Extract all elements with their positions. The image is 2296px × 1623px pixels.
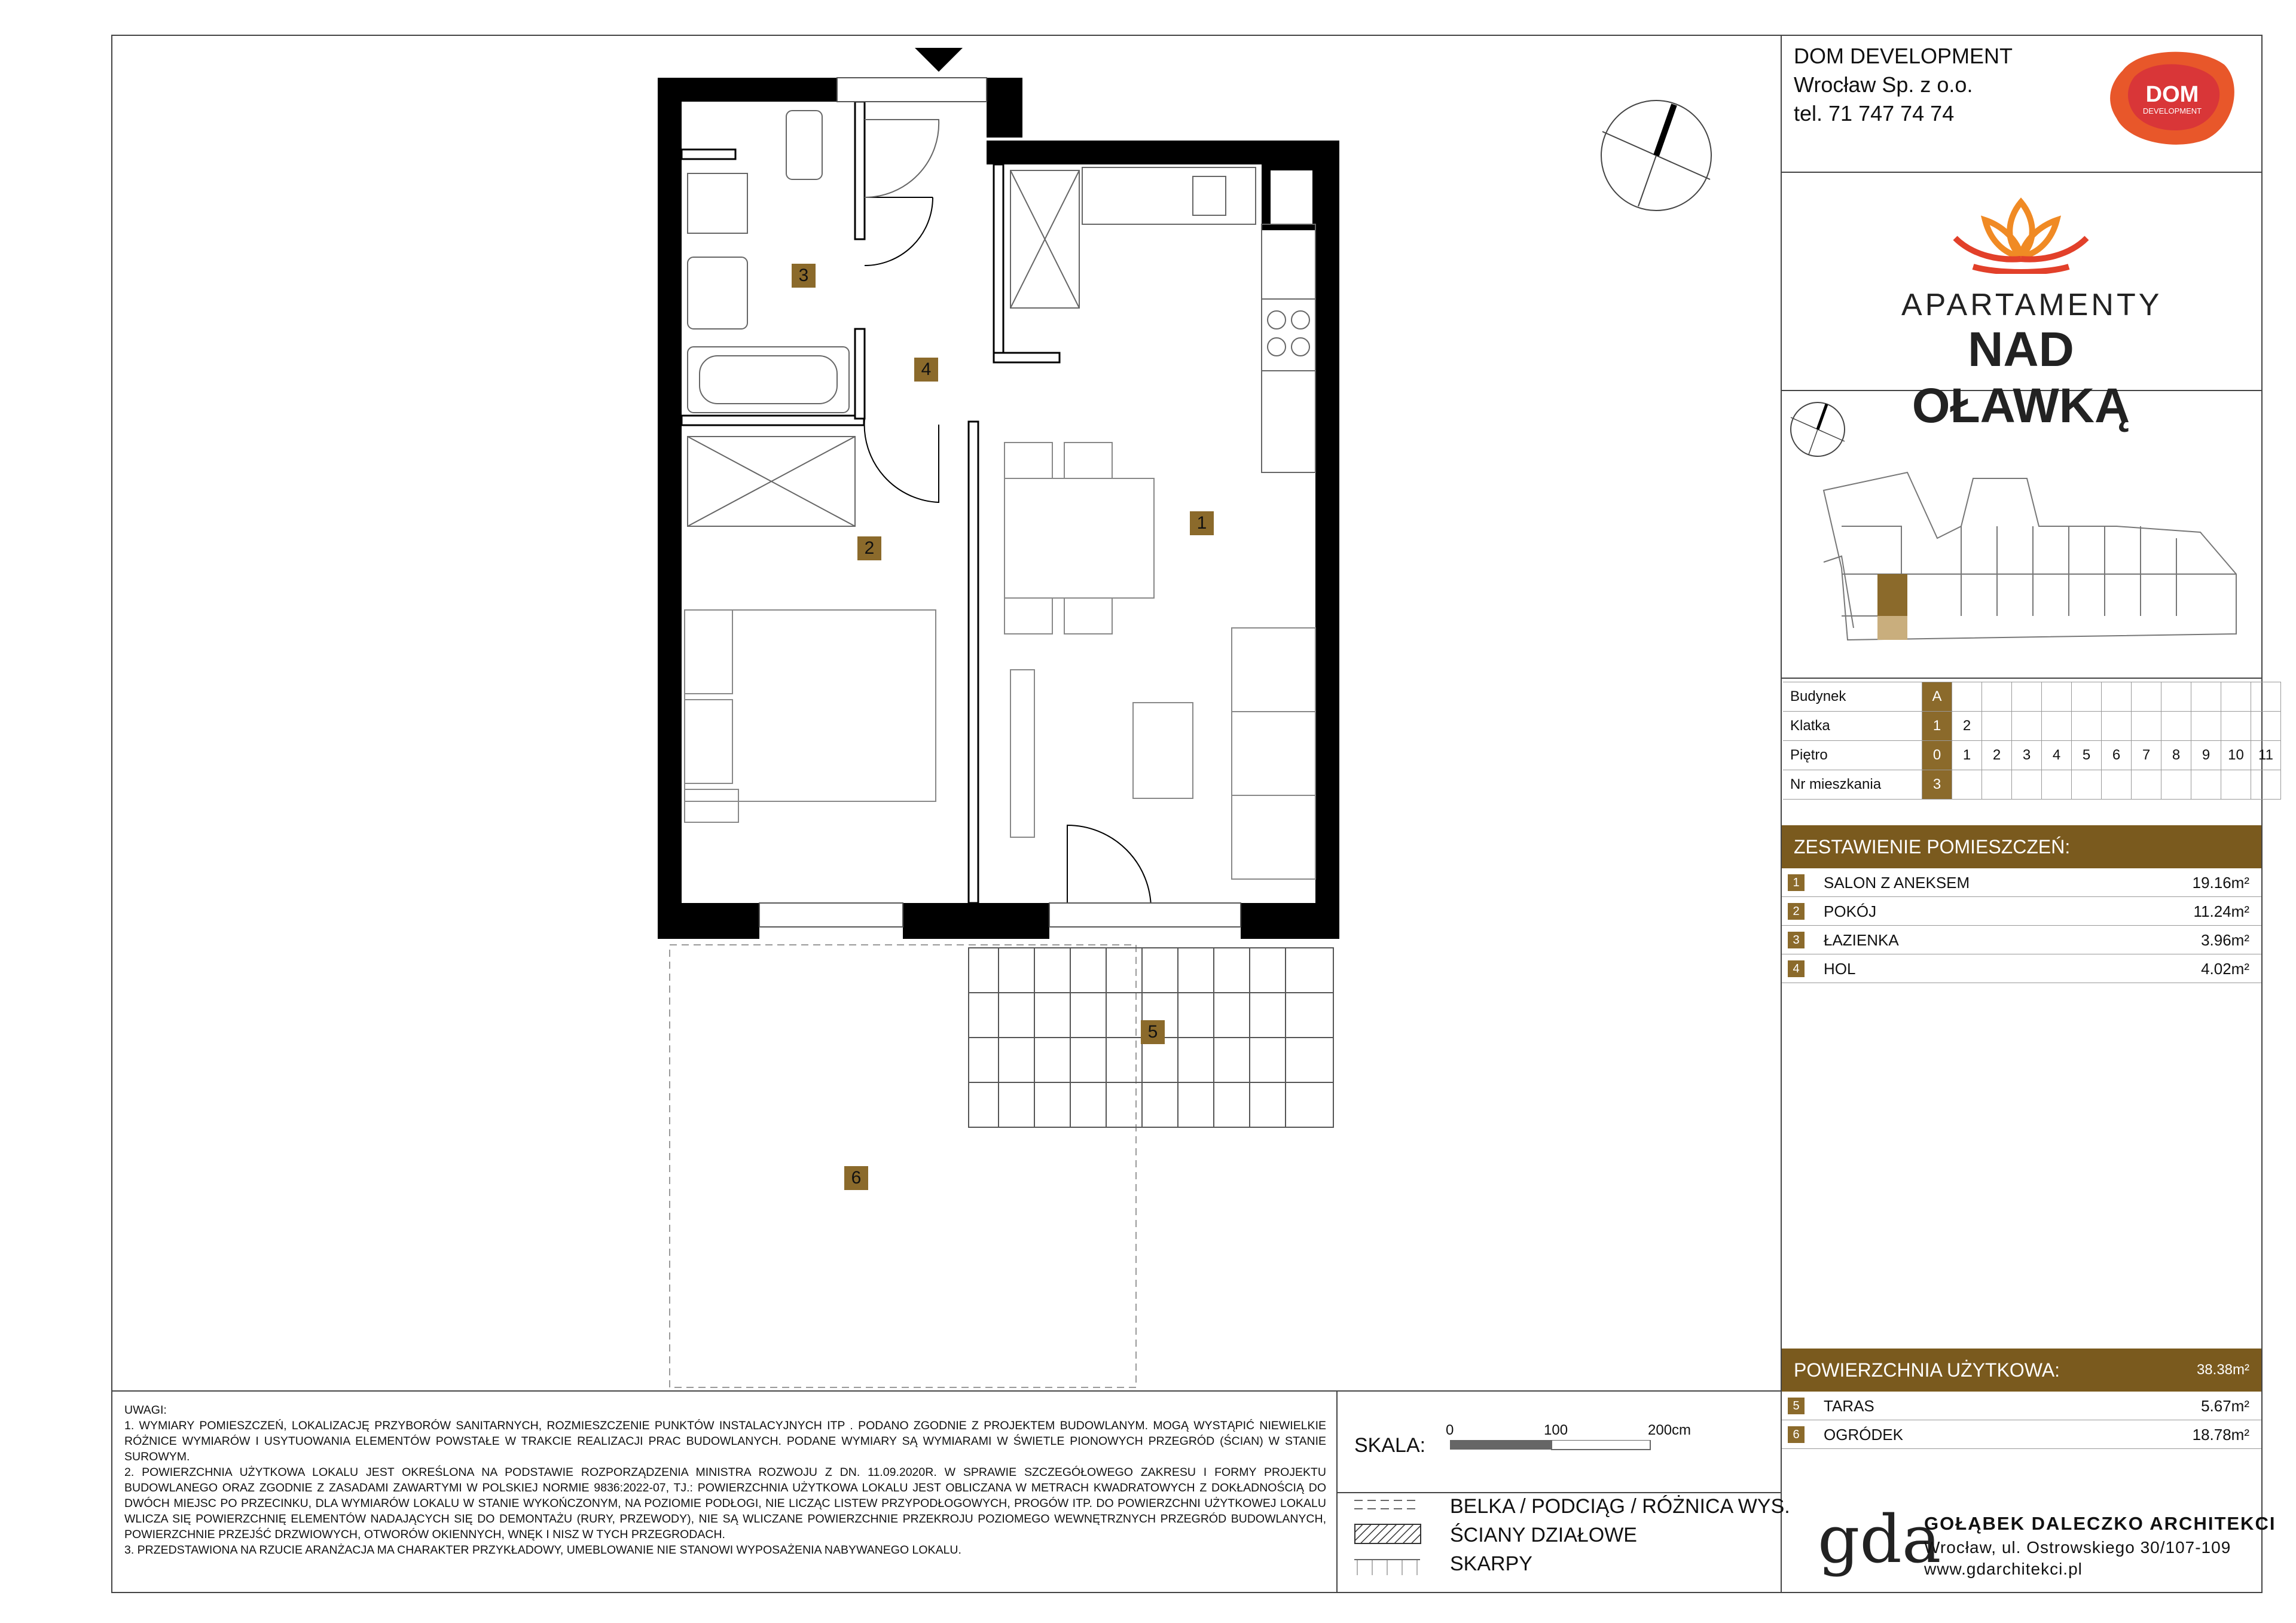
svg-text:DOM: DOM <box>2145 82 2199 107</box>
room-label: 1 <box>1190 511 1214 535</box>
legend-reveals-icon <box>1354 1558 1421 1579</box>
divider <box>1781 678 2263 679</box>
building-key-plan <box>1818 466 2248 649</box>
room-label: 3 <box>792 264 816 288</box>
notes-title: UWAGI: <box>124 1404 167 1417</box>
room-label: 2 <box>857 536 881 560</box>
table-row: Budynek A <box>1783 682 2281 712</box>
dom-development-logo <box>2105 47 2240 148</box>
divider <box>1336 1492 1781 1493</box>
usable-area-title: POWIERZCHNIA UŻYTKOWA: <box>1794 1359 2060 1381</box>
architect-address: Wrocław, ul. Ostrowskiego 30/107-109 <box>1924 1538 2231 1557</box>
list-item: 3 ŁAZIENKA 3.96m² <box>1782 926 2261 954</box>
scale-bar <box>1450 1440 1653 1455</box>
note-3: 3. PRZEDSTAWIONA NA RZUCIE ARANŻACJA MA CHARAKTER PRZYKŁADOWY, UMEBLOWANIE NIE STANOWI WYPOSAŻENIA NABYWANEGO LOKALU. <box>124 1543 961 1557</box>
project-name-line2: NAD OŁAWKĄ <box>1912 322 2130 433</box>
company-name: DOM DEVELOPMENT <box>1794 44 2013 68</box>
note-2: 2. POWIERZCHNIA UŻYTKOWA LOKALU JEST OKREŚLONA NA PODSTAWIE ROZPORZĄDZENIA MINISTRA ROZWOJU Z DN. 11.09.2020R. W SPRAWIE SZCZEGÓŁOWEGO ZAKRESU I FORMY PROJEKTU BUDOWLANEGO ORAZ ZGODNIE Z ZASADAMI ZAWARTYMI W POLSKIEJ NORMIE 9836:2022-07, TJ.: POWIERZCHNIA UŻYTKOWA LOKALU JEST OBLICZANA W METRACH KWADRATOWYCH Z DOKŁADNOŚCIĄ DO DWÓCH MIEJSC PO PRZECINKU, DLA WYMIARÓW LOKALU W STANIE WYKOŃCZONYM, NA POZIOMIE PODŁOGI, NIE LICZĄC LISTEW PRZYPODŁOGOWYCH, PROGÓW ITP. DO POWIERZCHNI UŻYTKOWEJ LOKALU WLICZA SIĘ POWIERZCHNIĘ ELEMENTÓW NADAJĄCYCH SIĘ DO DEMONTAŻU (RURY, PRZEWODY), NIE SĄ WLICZANE POWIERZCHNIE PRZEKROJU POZIOMEGO WEWNĘTRZNYCH PRZEGRÓD BUDOWLANYCH, POWIERZCHNIE PRZEJŚĆ DRZWIOWYCH, OTWORÓW OKIENNYCH, WNĘK I NISZ W TYCH PRZEGRODACH. <box>124 1466 1326 1541</box>
room-label: 4 <box>914 358 938 382</box>
architect-name: GOŁĄBEK DALECZKO ARCHITEKCI <box>1924 1513 2276 1534</box>
architect-web: www.gdarchitekci.pl <box>1924 1560 2083 1578</box>
company-subsidiary: Wrocław Sp. z o.o. <box>1794 72 1973 97</box>
list-item: 6 OGRÓDEK 18.78m² <box>1782 1420 2261 1449</box>
list-item: 2 POKÓJ 11.24m² <box>1782 897 2261 926</box>
table-row: Piętro 0 1 2 3 4 5 6 7 8 9 10 11 <box>1783 741 2281 770</box>
company-phone: tel. 71 747 74 74 <box>1794 101 1955 126</box>
north-arrow-icon <box>1596 96 1716 218</box>
notes <box>124 1402 1326 1558</box>
list-item: 4 HOL 4.02m² <box>1782 954 2261 983</box>
rooms-section-title: ZESTAWIENIE POMIESZCZEŃ: <box>1782 825 2261 868</box>
note-1: 1. WYMIARY POMIESZCZEŃ, LOKALIZACJĘ PRZYBORÓW SANITARNYCH, ROZMIESZCZENIE PUNKTÓW INSTALACYJNYCH ITP . PODANO ZGODNIE Z PROJEKTEM BUDOWLANYM. MOGĄ WYSTĄPIĆ NIEWIELKIE RÓŻNICE WYMIARÓW I USYTUOWANIA ELEMENTÓW POWSTAŁE W TRAKCIE REALIZACJI PRAC BUDOWLANYCH. PODANE WYMIARY SĄ WYMIARAMI W ŚWIETLE PIONOWYCH PRZEGRÓD (ŚCIAN) W STANIE SUROWYM. <box>124 1419 1326 1463</box>
room-label: 5 <box>1141 1020 1165 1044</box>
floor-plan <box>652 42 1429 1399</box>
legend-reveals-label: SKARPY <box>1450 1552 1532 1575</box>
table-row: Nr mieszkania 3 <box>1783 770 2281 800</box>
scale-tick-0: 0 <box>1446 1422 1454 1438</box>
company-info <box>1794 42 2013 128</box>
legend-walls-label: ŚCIANY DZIAŁOWE <box>1450 1524 1637 1546</box>
room-label: 6 <box>844 1166 868 1190</box>
table-row: Klatka 1 2 <box>1783 712 2281 741</box>
list-item: 1 SALON Z ANEKSEM 19.16m² <box>1782 868 2261 897</box>
scale-tick-100: 100 <box>1544 1422 1568 1438</box>
architect-logo: gda <box>1818 1501 1941 1578</box>
lotus-logo <box>1943 190 2099 274</box>
location-table <box>1783 682 2281 800</box>
scale-label: SKALA: <box>1354 1434 1426 1457</box>
legend-beam-icon <box>1354 1499 1420 1514</box>
svg-text:DEVELOPMENT: DEVELOPMENT <box>2142 106 2202 115</box>
legend-beam-label: BELKA / PODCIĄG / RÓŻNICA WYS. <box>1450 1495 1790 1518</box>
usable-area-value: 38.38m² <box>2196 1362 2249 1378</box>
usable-area-bar <box>1782 1349 2261 1392</box>
list-item: 5 TARAS 5.67m² <box>1782 1392 2261 1420</box>
project-name-line1: APARTAMENTY <box>1901 288 2163 322</box>
legend-walls-icon <box>1354 1524 1421 1547</box>
north-arrow-small-icon <box>1788 399 1848 462</box>
scale-tick-200: 200cm <box>1648 1422 1692 1438</box>
divider <box>1781 172 2263 173</box>
